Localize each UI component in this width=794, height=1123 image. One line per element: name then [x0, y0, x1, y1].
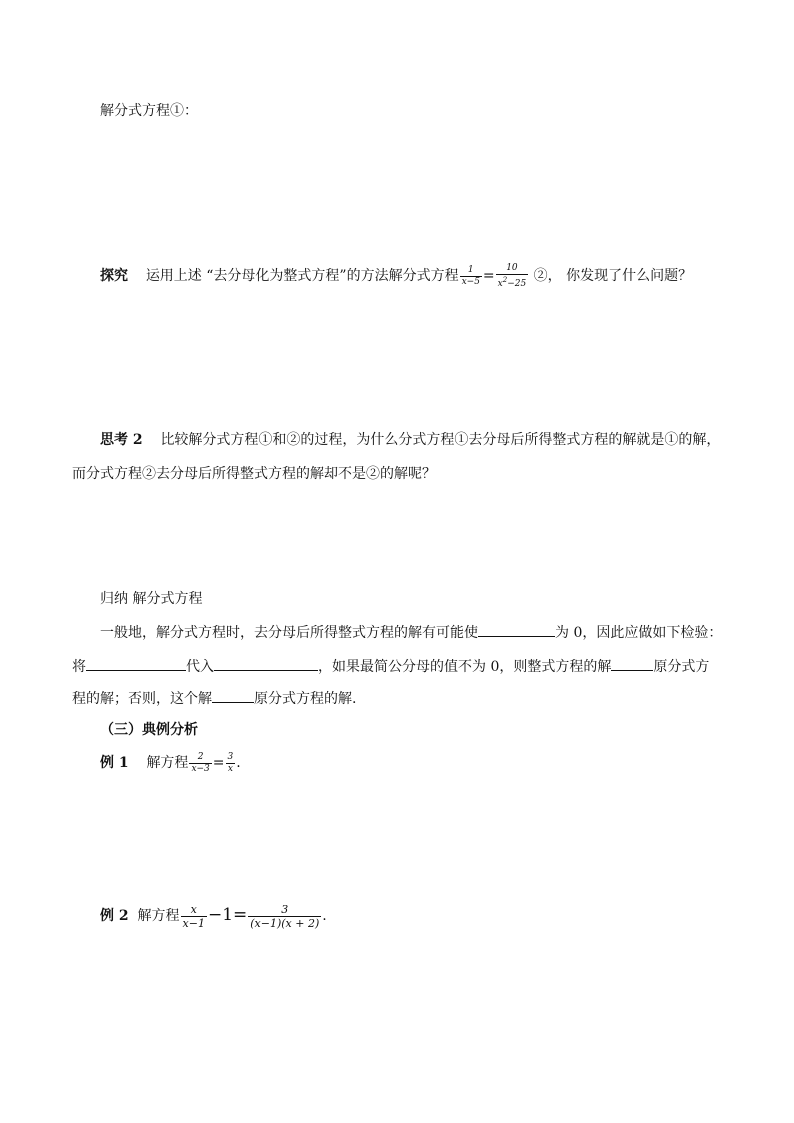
explore-paragraph: [100, 262, 692, 290]
example1-label: 例 1: [100, 755, 129, 771]
think2-label: 思考 2: [100, 432, 143, 448]
summary-line1: 一般地，解分式方程时，去分母后所得整式方程的解有可能使 为 0，因此应做如下检验：: [100, 622, 722, 643]
fraction-x-over-x-minus-1: $\frac{x}{x-1}$: [182, 902, 205, 930]
example2: 例 2 解方程 $\frac{x}{x-1}$ −1= $\frac{3}{(x-1)(x + 2)}$ .: [100, 902, 327, 930]
example2-lead: 解方程: [137, 908, 180, 924]
paragraph-solve-eq1: [100, 101, 198, 121]
explore-lead: 运用上述 “去分母化为整式方程”的方法解分式方程: [145, 268, 459, 284]
think2-text1: 比较解分式方程①和②的过程，为什么分式方程①去分母后所得整式方程的解就是①的解，: [160, 432, 721, 448]
equals-sign: =: [233, 905, 248, 925]
minus-one: −1: [207, 905, 234, 925]
solve-eq1-text: 解分式方程①：: [100, 103, 198, 119]
blank-5: [212, 688, 254, 703]
example1: 例 1 解方程 $\frac{2}{x-3}$ = $\frac{3}{x}$ .: [100, 751, 241, 774]
equals-sign: =: [212, 755, 225, 771]
blank-3: [214, 656, 318, 671]
fraction-3-over-product: $\frac{3}{(x-1)(x + 2)}$: [250, 902, 320, 930]
summary-line2: 将 代入 ，如果最简公分母的值不为 0，则整式方程的解 原分式方: [72, 656, 709, 677]
fraction-1-over-x-minus-5: $\frac{1}{x-5}$: [461, 264, 480, 287]
equals-sign: =: [482, 268, 495, 284]
fraction-10-over-x2-minus-25: $\frac{10}{x^2-25}$: [497, 262, 527, 289]
fraction-2-over-x-minus-3: $\frac{2}{x-3}$: [191, 751, 210, 774]
think2-line1: [100, 430, 720, 450]
think2-line2: [72, 464, 436, 484]
summary-line3: 程的解；否则，这个解 原分式方程的解.: [72, 688, 356, 709]
fraction-3-over-x: $\frac{3}{x}$: [227, 751, 234, 774]
blank-4: [611, 656, 653, 671]
explore-tail: ， 你发现了什么问题？: [547, 268, 693, 284]
summary-label: 归纳 解分式方程: [100, 591, 203, 607]
circled-2: ②: [533, 268, 548, 284]
blank-1: [478, 622, 555, 637]
explore-label: 探究: [100, 268, 128, 284]
section-heading: （三）典例分析: [100, 722, 198, 738]
blank-2: [86, 656, 186, 671]
summary-heading: [100, 589, 202, 609]
example2-label: 例 2: [100, 908, 129, 924]
think2-text2: 而分式方程②去分母后所得整式方程的解却不是②的解呢？: [72, 466, 436, 482]
example1-lead: 解方程: [146, 755, 189, 771]
